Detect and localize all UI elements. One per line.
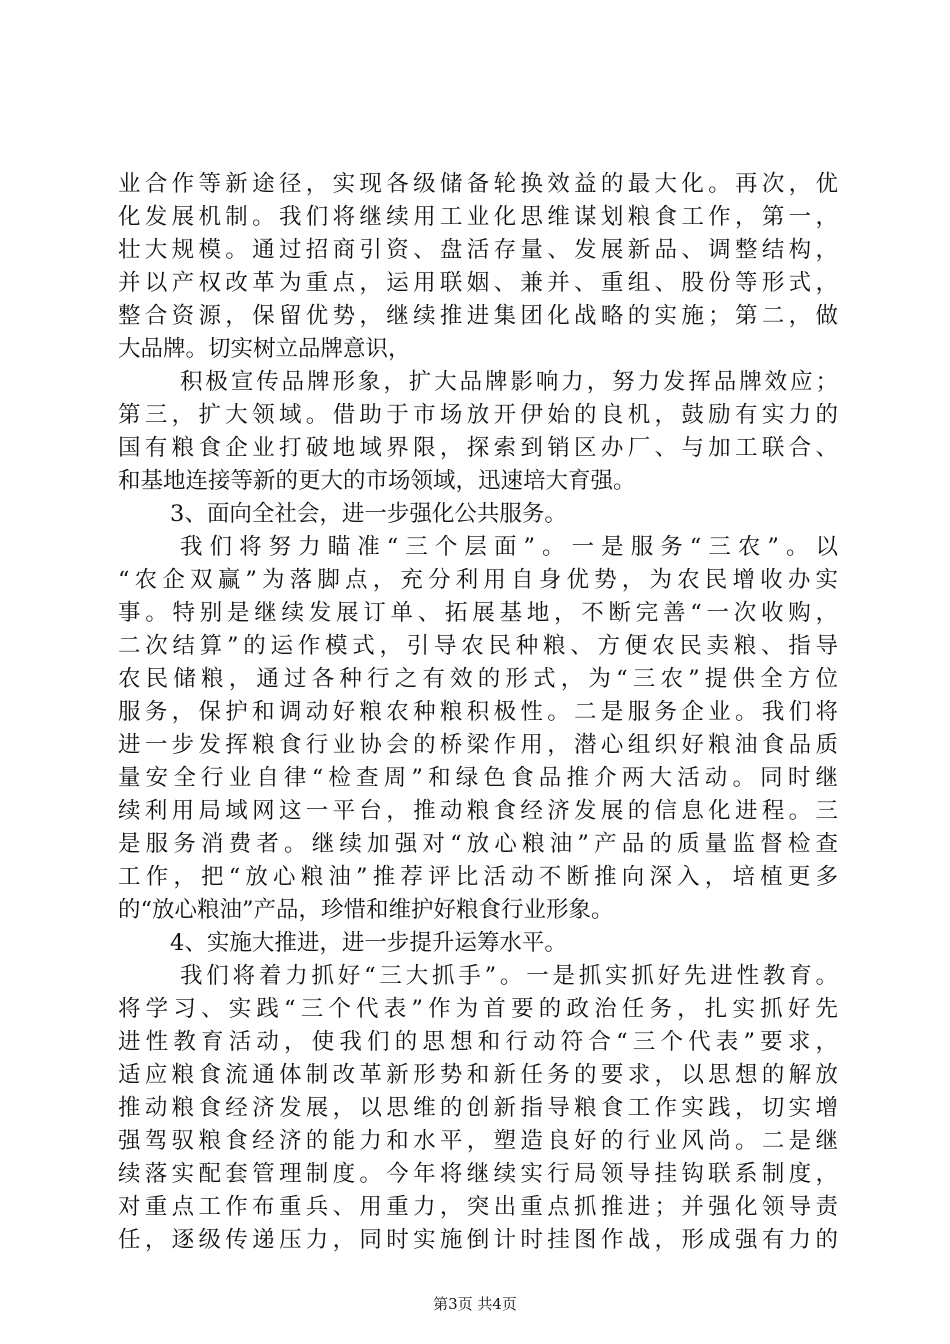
text-line: 大品牌。切实树立品牌意识， — [118, 336, 411, 362]
text-line: 将学习、实践“三个代表”作为首要的政治任务，扎实抓好先 — [118, 996, 838, 1022]
text-line: 并以产权改革为重点，运用联姻、兼并、重组、股份等形式， — [118, 270, 838, 296]
document-body — [118, 168, 838, 1257]
page-number-footer: 第3页 共4页 — [433, 1295, 517, 1313]
text-line: 和基地连接等新的更大的市场领域，迅速培大育强。 — [118, 468, 636, 494]
paragraph-first-line: 我们将着力抓好“三大抓手”。一是抓实抓好先进性教育。 — [180, 963, 838, 989]
text-line: 农民储粮，通过各种行之有效的形式，为“三农”提供全方位 — [118, 666, 838, 692]
section-heading: 3、面向全社会，进一步强化公共服务。 — [170, 501, 567, 527]
text-line: “农企双赢”为落脚点，充分利用自身优势，为农民增收办实 — [118, 567, 838, 593]
text-line: 业合作等新途径，实现各级储备轮换效益的最大化。再次，优 — [118, 171, 838, 197]
text-line: 化发展机制。我们将继续用工业化思维谋划粮食工作，第一， — [118, 204, 838, 230]
text-line: 事。特别是继续发展订单、拓展基地，不断完善“一次收购， — [118, 600, 838, 626]
text-line: 整合资源，保留优势，继续推进集团化战略的实施；第二，做 — [118, 303, 838, 329]
text-line: 二次结算”的运作模式，引导农民种粮、方便农民卖粮、指导 — [118, 633, 838, 659]
text-line: 服务，保护和调动好粮农种粮积极性。二是服务企业。我们将 — [118, 699, 838, 725]
text-line: 第三，扩大领域。借助于市场放开伊始的良机，鼓励有实力的 — [118, 402, 838, 428]
text-line: 续落实配套管理制度。今年将继续实行局领导挂钩联系制度， — [118, 1161, 838, 1187]
text-line: 是服务消费者。继续加强对“放心粮油”产品的质量监督检查 — [118, 831, 838, 857]
text-line: 强驾驭粮食经济的能力和水平，塑造良好的行业风尚。二是继 — [118, 1128, 838, 1154]
text-line: 工作，把“放心粮油”推荐评比活动不断推向深入，培植更多 — [118, 864, 838, 890]
text-line: 续利用局域网这一平台，推动粮食经济发展的信息化进程。三 — [118, 798, 838, 824]
text-line: 进一步发挥粮食行业协会的桥梁作用，潜心组织好粮油食品质 — [118, 732, 838, 758]
text-line: 国有粮食企业打破地域界限，探索到销区办厂、与加工联合、 — [118, 435, 838, 461]
text-line: 任，逐级传递压力，同时实施倒计时挂图作战，形成强有力的 — [118, 1227, 838, 1253]
text-line: 适应粮食流通体制改革新形势和新任务的要求，以思想的解放 — [118, 1062, 838, 1088]
text-line: 量安全行业自律“检查周”和绿色食品推介两大活动。同时继 — [118, 765, 838, 791]
section-heading: 4、实施大推进，进一步提升运筹水平。 — [170, 930, 567, 956]
text-line: 进性教育活动，使我们的思想和行动符合“三个代表”要求， — [118, 1029, 838, 1055]
paragraph-first-line: 积极宣传品牌形象，扩大品牌影响力，努力发挥品牌效应； — [180, 369, 838, 395]
paragraph-first-line: 我们将努力瞄准“三个层面”。一是服务“三农”。以 — [180, 534, 838, 560]
text-line: 的“放心粮油”产品，珍惜和维护好粮食行业形象。 — [118, 897, 614, 923]
text-line: 推动粮食经济发展，以思维的创新指导粮食工作实践，切实增 — [118, 1095, 838, 1121]
text-line: 对重点工作布重兵、用重力，突出重点抓推进；并强化领导责 — [118, 1194, 838, 1220]
text-line: 壮大规模。通过招商引资、盘活存量、发展新品、调整结构， — [118, 237, 838, 263]
